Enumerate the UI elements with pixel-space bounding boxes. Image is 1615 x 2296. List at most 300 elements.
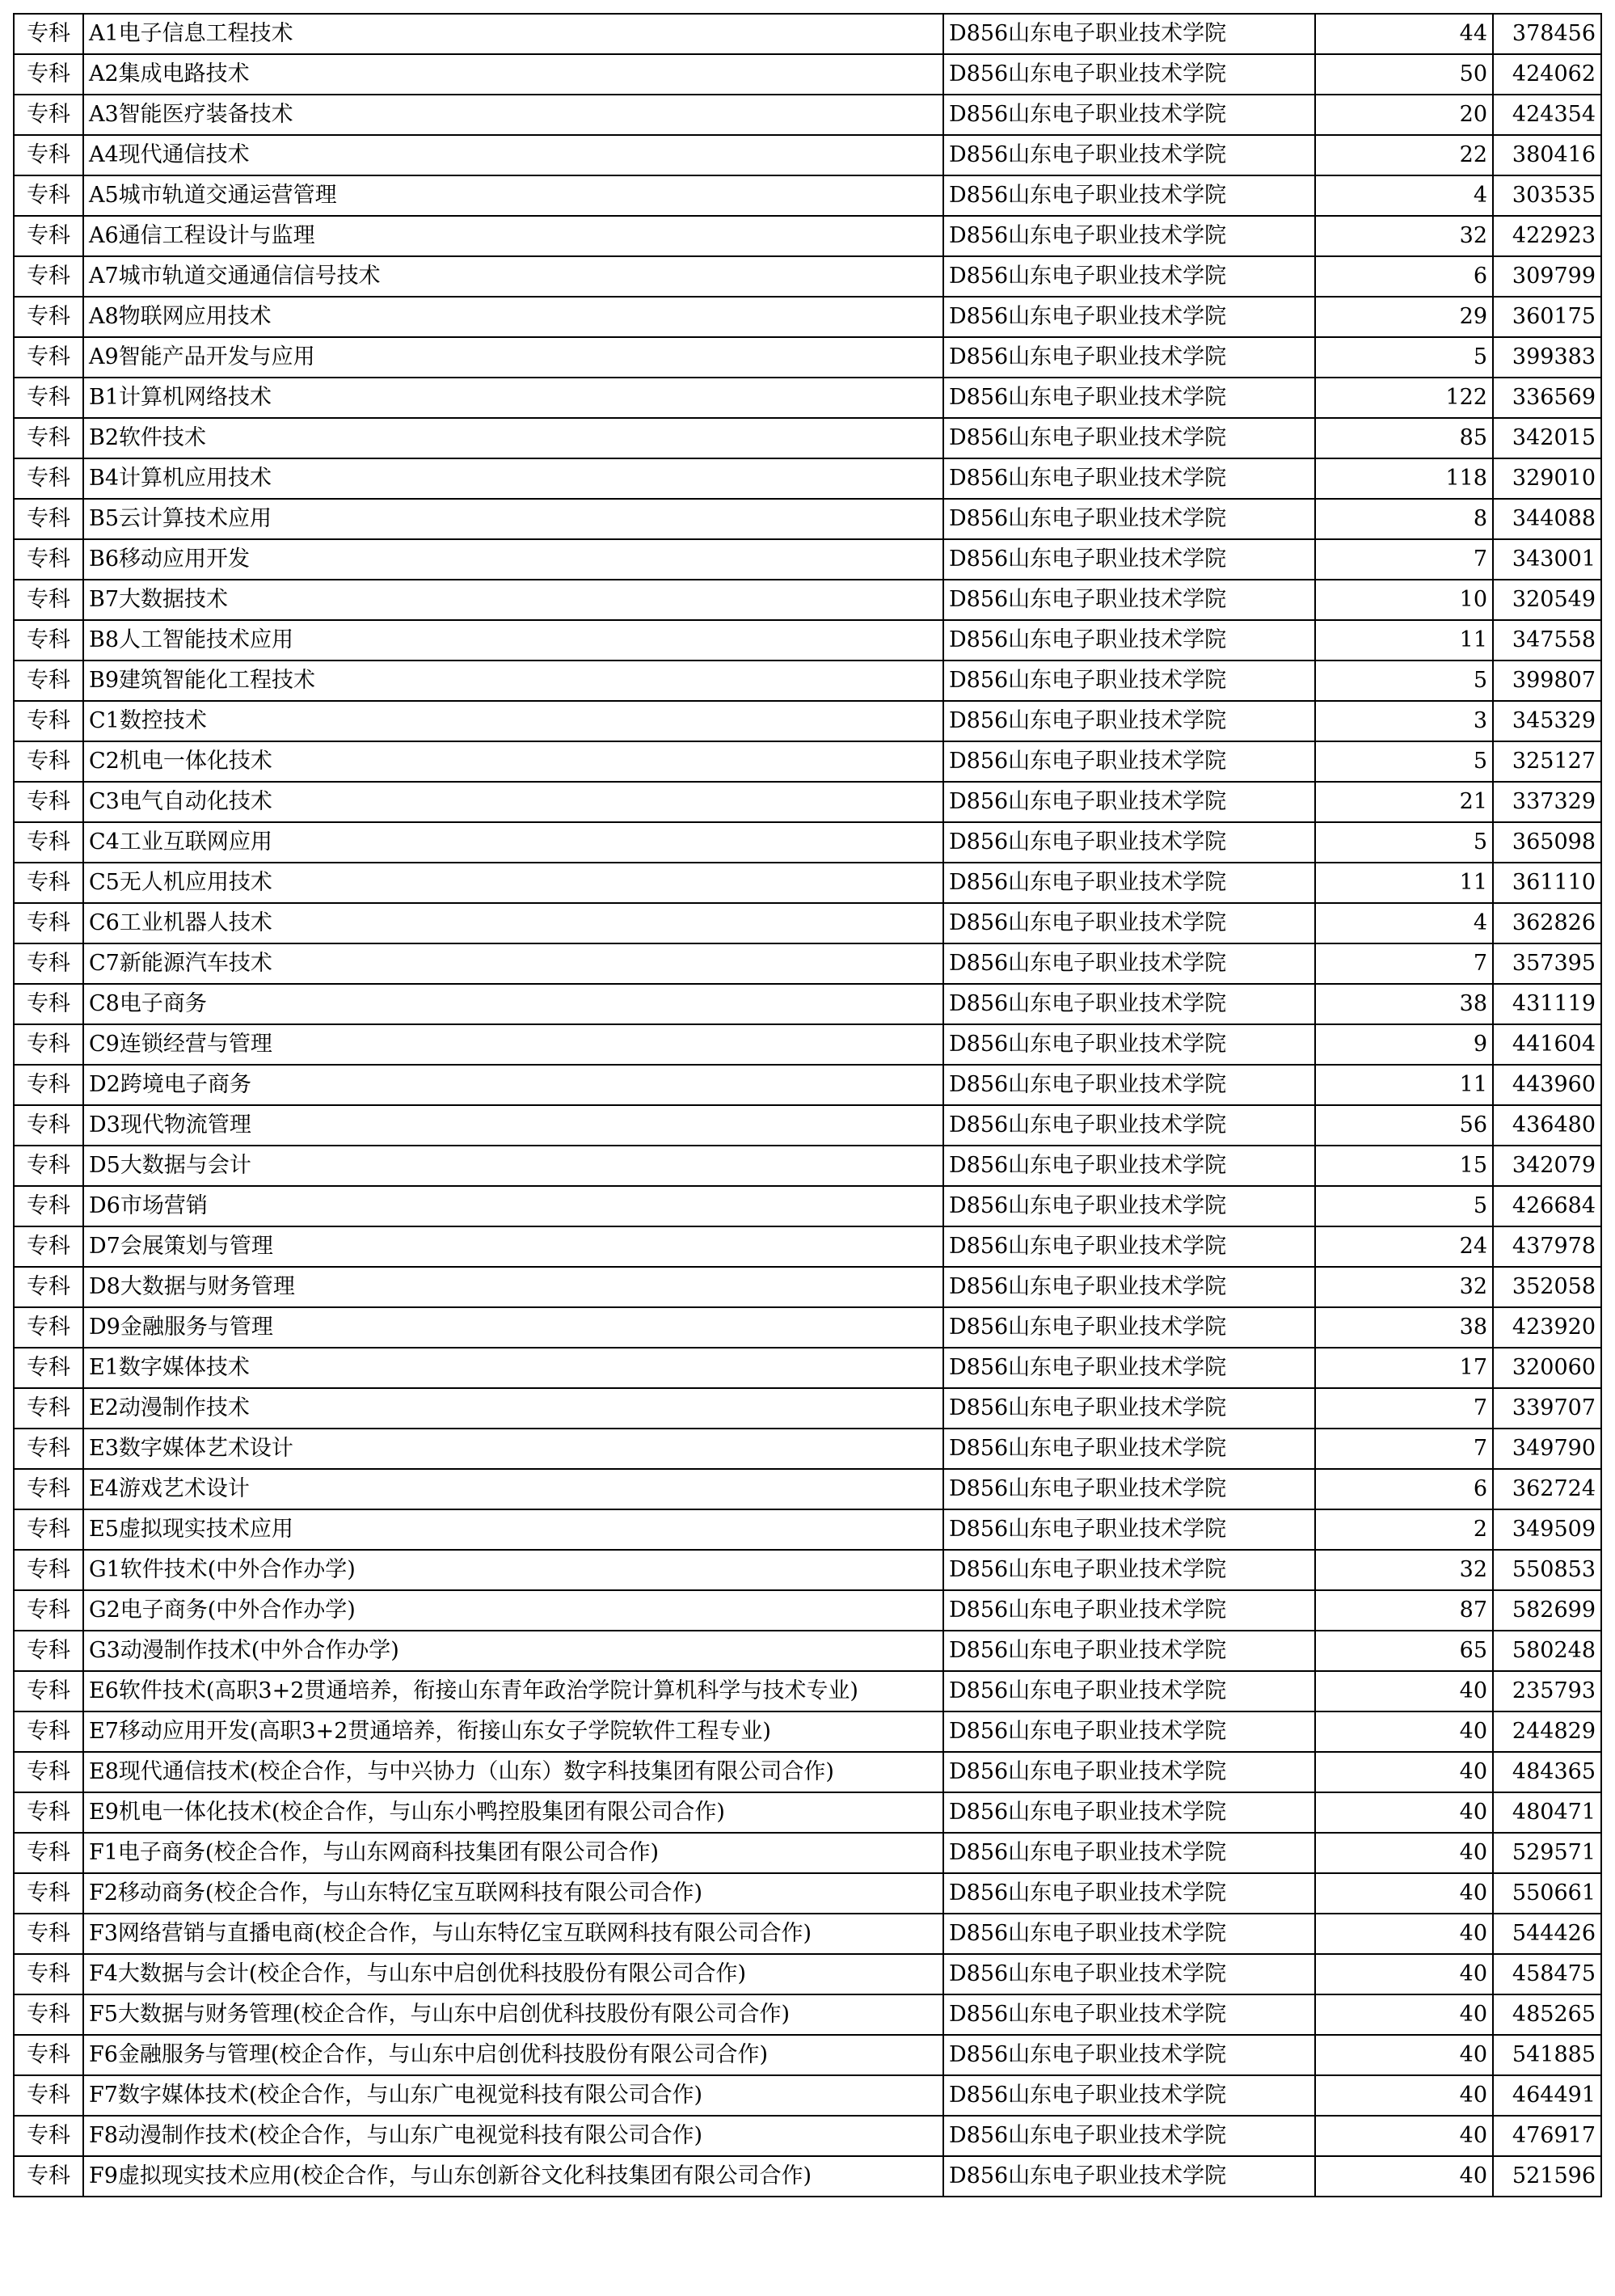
table-row: [14, 2035, 1601, 2075]
cell-school: D856山东电子职业技术学院: [943, 741, 1315, 782]
table-row: [14, 822, 1601, 863]
cell-level: 专科: [14, 1792, 83, 1833]
cell-quota: 40: [1315, 1792, 1493, 1833]
cell-level: 专科: [14, 741, 83, 782]
cell-rank: 343001: [1493, 539, 1601, 580]
cell-school: D856山东电子职业技术学院: [943, 701, 1315, 741]
cell-major: B6移动应用开发: [83, 539, 943, 580]
cell-rank: 329010: [1493, 458, 1601, 499]
cell-level: 专科: [14, 1590, 83, 1631]
cell-major: D7会展策划与管理: [83, 1226, 943, 1267]
cell-major: A2集成电路技术: [83, 54, 943, 95]
cell-major: F3网络营销与直播电商(校企合作，与山东特亿宝互联网科技有限公司合作): [83, 1914, 943, 1954]
cell-major: A7城市轨道交通通信信号技术: [83, 256, 943, 297]
cell-school: D856山东电子职业技术学院: [943, 378, 1315, 418]
cell-level: 专科: [14, 337, 83, 378]
cell-school: D856山东电子职业技术学院: [943, 135, 1315, 175]
cell-rank: 541885: [1493, 2035, 1601, 2075]
cell-school: D856山东电子职业技术学院: [943, 1873, 1315, 1914]
cell-level: 专科: [14, 539, 83, 580]
cell-rank: 582699: [1493, 1590, 1601, 1631]
cell-rank: 352058: [1493, 1267, 1601, 1307]
cell-major: C3电气自动化技术: [83, 782, 943, 822]
cell-school: D856山东电子职业技术学院: [943, 1267, 1315, 1307]
cell-quota: 32: [1315, 1267, 1493, 1307]
cell-level: 专科: [14, 620, 83, 661]
cell-quota: 24: [1315, 1226, 1493, 1267]
cell-major: F7数字媒体技术(校企合作，与山东广电视觉科技有限公司合作): [83, 2075, 943, 2116]
cell-level: 专科: [14, 1994, 83, 2035]
cell-school: D856山东电子职业技术学院: [943, 943, 1315, 984]
cell-rank: 399807: [1493, 661, 1601, 701]
cell-quota: 40: [1315, 1671, 1493, 1711]
cell-quota: 40: [1315, 1833, 1493, 1873]
table-row: [14, 458, 1601, 499]
cell-major: B7大数据技术: [83, 580, 943, 620]
cell-level: 专科: [14, 458, 83, 499]
cell-major: E1数字媒体技术: [83, 1348, 943, 1388]
cell-rank: 458475: [1493, 1954, 1601, 1994]
cell-rank: 529571: [1493, 1833, 1601, 1873]
cell-school: D856山东电子职业技术学院: [943, 1590, 1315, 1631]
cell-rank: 342015: [1493, 418, 1601, 458]
cell-quota: 40: [1315, 1752, 1493, 1792]
cell-level: 专科: [14, 1226, 83, 1267]
cell-major: A8物联网应用技术: [83, 297, 943, 337]
table-row: [14, 2075, 1601, 2116]
cell-major: E4游戏艺术设计: [83, 1469, 943, 1509]
cell-major: C4工业互联网应用: [83, 822, 943, 863]
cell-rank: 325127: [1493, 741, 1601, 782]
cell-quota: 38: [1315, 984, 1493, 1024]
cell-school: D856山东电子职业技术学院: [943, 418, 1315, 458]
cell-level: 专科: [14, 1469, 83, 1509]
cell-school: D856山东电子职业技术学院: [943, 620, 1315, 661]
cell-quota: 17: [1315, 1348, 1493, 1388]
table-row: [14, 1833, 1601, 1873]
cell-level: 专科: [14, 903, 83, 943]
cell-rank: 436480: [1493, 1105, 1601, 1146]
cell-rank: 480471: [1493, 1792, 1601, 1833]
cell-level: 专科: [14, 1146, 83, 1186]
cell-major: F6金融服务与管理(校企合作，与山东中启创优科技股份有限公司合作): [83, 2035, 943, 2075]
cell-level: 专科: [14, 95, 83, 135]
cell-quota: 40: [1315, 1711, 1493, 1752]
table-row: [14, 1914, 1601, 1954]
cell-level: 专科: [14, 175, 83, 216]
cell-quota: 40: [1315, 2035, 1493, 2075]
cell-quota: 9: [1315, 1024, 1493, 1065]
cell-major: G2电子商务(中外合作办学): [83, 1590, 943, 1631]
table-row: [14, 580, 1601, 620]
table-row: [14, 1065, 1601, 1105]
cell-rank: 423920: [1493, 1307, 1601, 1348]
cell-level: 专科: [14, 2035, 83, 2075]
cell-major: D9金融服务与管理: [83, 1307, 943, 1348]
table-row: [14, 337, 1601, 378]
cell-rank: 443960: [1493, 1065, 1601, 1105]
cell-quota: 4: [1315, 903, 1493, 943]
cell-school: D856山东电子职业技术学院: [943, 2075, 1315, 2116]
cell-school: D856山东电子职业技术学院: [943, 1226, 1315, 1267]
cell-major: A5城市轨道交通运营管理: [83, 175, 943, 216]
cell-school: D856山东电子职业技术学院: [943, 1914, 1315, 1954]
cell-level: 专科: [14, 1388, 83, 1429]
cell-level: 专科: [14, 1873, 83, 1914]
cell-quota: 11: [1315, 620, 1493, 661]
cell-school: D856山东电子职业技术学院: [943, 1833, 1315, 1873]
cell-major: A9智能产品开发与应用: [83, 337, 943, 378]
cell-rank: 380416: [1493, 135, 1601, 175]
cell-level: 专科: [14, 1550, 83, 1590]
cell-level: 专科: [14, 256, 83, 297]
table-row: [14, 1186, 1601, 1226]
admission-table: [13, 13, 1602, 2197]
table-row: [14, 1752, 1601, 1792]
cell-rank: 349790: [1493, 1429, 1601, 1469]
table-row: [14, 175, 1601, 216]
cell-major: G1软件技术(中外合作办学): [83, 1550, 943, 1590]
cell-rank: 342079: [1493, 1146, 1601, 1186]
cell-school: D856山东电子职业技术学院: [943, 580, 1315, 620]
cell-rank: 336569: [1493, 378, 1601, 418]
table-row: [14, 863, 1601, 903]
cell-rank: 422923: [1493, 216, 1601, 256]
cell-quota: 7: [1315, 539, 1493, 580]
table-row: [14, 1429, 1601, 1469]
cell-school: D856山东电子职业技术学院: [943, 1509, 1315, 1550]
cell-rank: 347558: [1493, 620, 1601, 661]
table-row: [14, 1267, 1601, 1307]
cell-rank: 244829: [1493, 1711, 1601, 1752]
cell-major: F8动漫制作技术(校企合作，与山东广电视觉科技有限公司合作): [83, 2116, 943, 2156]
table-row: [14, 741, 1601, 782]
cell-rank: 362724: [1493, 1469, 1601, 1509]
cell-school: D856山东电子职业技术学院: [943, 256, 1315, 297]
cell-quota: 40: [1315, 2075, 1493, 2116]
cell-quota: 32: [1315, 1550, 1493, 1590]
cell-major: A3智能医疗装备技术: [83, 95, 943, 135]
cell-quota: 15: [1315, 1146, 1493, 1186]
cell-school: D856山东电子职业技术学院: [943, 1671, 1315, 1711]
cell-rank: 365098: [1493, 822, 1601, 863]
cell-quota: 5: [1315, 661, 1493, 701]
table-row: [14, 378, 1601, 418]
cell-major: F1电子商务(校企合作，与山东网商科技集团有限公司合作): [83, 1833, 943, 1873]
cell-major: F2移动商务(校企合作，与山东特亿宝互联网科技有限公司合作): [83, 1873, 943, 1914]
cell-quota: 3: [1315, 701, 1493, 741]
cell-rank: 550661: [1493, 1873, 1601, 1914]
cell-school: D856山东电子职业技术学院: [943, 95, 1315, 135]
cell-quota: 40: [1315, 2116, 1493, 2156]
cell-rank: 424354: [1493, 95, 1601, 135]
cell-quota: 5: [1315, 741, 1493, 782]
cell-rank: 544426: [1493, 1914, 1601, 1954]
cell-school: D856山东电子职业技术学院: [943, 1469, 1315, 1509]
table-row: [14, 1550, 1601, 1590]
cell-rank: 437978: [1493, 1226, 1601, 1267]
cell-level: 专科: [14, 54, 83, 95]
cell-school: D856山东电子职业技术学院: [943, 822, 1315, 863]
cell-quota: 6: [1315, 1469, 1493, 1509]
cell-rank: 339707: [1493, 1388, 1601, 1429]
table-row: [14, 984, 1601, 1024]
cell-rank: 476917: [1493, 2116, 1601, 2156]
table-row: [14, 2116, 1601, 2156]
cell-level: 专科: [14, 1711, 83, 1752]
cell-rank: 424062: [1493, 54, 1601, 95]
cell-quota: 40: [1315, 2156, 1493, 2197]
cell-rank: 320549: [1493, 580, 1601, 620]
cell-major: C8电子商务: [83, 984, 943, 1024]
cell-school: D856山东电子职业技术学院: [943, 1146, 1315, 1186]
cell-level: 专科: [14, 1954, 83, 1994]
cell-rank: 431119: [1493, 984, 1601, 1024]
table-row: [14, 1348, 1601, 1388]
cell-level: 专科: [14, 580, 83, 620]
cell-school: D856山东电子职业技术学院: [943, 1752, 1315, 1792]
cell-quota: 10: [1315, 580, 1493, 620]
table-row: [14, 297, 1601, 337]
cell-level: 专科: [14, 2116, 83, 2156]
cell-quota: 40: [1315, 1954, 1493, 1994]
cell-major: F9虚拟现实技术应用(校企合作，与山东创新谷文化科技集团有限公司合作): [83, 2156, 943, 2197]
cell-major: G3动漫制作技术(中外合作办学): [83, 1631, 943, 1671]
cell-level: 专科: [14, 1307, 83, 1348]
cell-school: D856山东电子职业技术学院: [943, 337, 1315, 378]
table-row: [14, 499, 1601, 539]
cell-level: 专科: [14, 1105, 83, 1146]
cell-school: D856山东电子职业技术学院: [943, 175, 1315, 216]
cell-rank: 399383: [1493, 337, 1601, 378]
cell-major: C1数控技术: [83, 701, 943, 741]
cell-major: E7移动应用开发(高职3+2贯通培养，衔接山东女子学院软件工程专业): [83, 1711, 943, 1752]
cell-level: 专科: [14, 943, 83, 984]
cell-quota: 7: [1315, 943, 1493, 984]
cell-rank: 441604: [1493, 1024, 1601, 1065]
cell-quota: 11: [1315, 863, 1493, 903]
cell-level: 专科: [14, 1509, 83, 1550]
table-row: [14, 256, 1601, 297]
cell-quota: 22: [1315, 135, 1493, 175]
table-row: [14, 661, 1601, 701]
cell-level: 专科: [14, 378, 83, 418]
cell-level: 专科: [14, 499, 83, 539]
cell-level: 专科: [14, 216, 83, 256]
cell-rank: 550853: [1493, 1550, 1601, 1590]
table-row: [14, 216, 1601, 256]
cell-school: D856山东电子职业技术学院: [943, 984, 1315, 1024]
cell-school: D856山东电子职业技术学院: [943, 1429, 1315, 1469]
cell-level: 专科: [14, 1914, 83, 1954]
cell-school: D856山东电子职业技术学院: [943, 499, 1315, 539]
cell-school: D856山东电子职业技术学院: [943, 1388, 1315, 1429]
cell-school: D856山东电子职业技术学院: [943, 458, 1315, 499]
table-row: [14, 135, 1601, 175]
cell-quota: 6: [1315, 256, 1493, 297]
cell-quota: 8: [1315, 499, 1493, 539]
table-row: [14, 1307, 1601, 1348]
cell-rank: 484365: [1493, 1752, 1601, 1792]
cell-quota: 11: [1315, 1065, 1493, 1105]
cell-quota: 4: [1315, 175, 1493, 216]
cell-quota: 38: [1315, 1307, 1493, 1348]
table-row: [14, 539, 1601, 580]
cell-school: D856山东电子职业技术学院: [943, 1994, 1315, 2035]
cell-school: D856山东电子职业技术学院: [943, 297, 1315, 337]
cell-school: D856山东电子职业技术学院: [943, 539, 1315, 580]
table-row: [14, 1994, 1601, 2035]
cell-school: D856山东电子职业技术学院: [943, 1065, 1315, 1105]
cell-school: D856山东电子职业技术学院: [943, 1348, 1315, 1388]
table-row: [14, 782, 1601, 822]
table-row: [14, 1388, 1601, 1429]
cell-level: 专科: [14, 782, 83, 822]
cell-rank: 485265: [1493, 1994, 1601, 2035]
cell-major: A6通信工程设计与监理: [83, 216, 943, 256]
cell-school: D856山东电子职业技术学院: [943, 216, 1315, 256]
cell-level: 专科: [14, 418, 83, 458]
cell-quota: 50: [1315, 54, 1493, 95]
table-row: [14, 95, 1601, 135]
table-row: [14, 1590, 1601, 1631]
cell-level: 专科: [14, 701, 83, 741]
cell-level: 专科: [14, 1752, 83, 1792]
cell-level: 专科: [14, 1186, 83, 1226]
cell-level: 专科: [14, 822, 83, 863]
cell-level: 专科: [14, 1024, 83, 1065]
cell-major: B5云计算技术应用: [83, 499, 943, 539]
table-row: [14, 620, 1601, 661]
cell-major: E5虚拟现实技术应用: [83, 1509, 943, 1550]
cell-school: D856山东电子职业技术学院: [943, 14, 1315, 54]
cell-rank: 349509: [1493, 1509, 1601, 1550]
table-row: [14, 1671, 1601, 1711]
cell-school: D856山东电子职业技术学院: [943, 782, 1315, 822]
cell-major: E8现代通信技术(校企合作，与中兴协力（山东）数字科技集团有限公司合作): [83, 1752, 943, 1792]
cell-quota: 87: [1315, 1590, 1493, 1631]
cell-school: D856山东电子职业技术学院: [943, 1631, 1315, 1671]
cell-school: D856山东电子职业技术学院: [943, 1307, 1315, 1348]
table-row: [14, 1509, 1601, 1550]
cell-major: C6工业机器人技术: [83, 903, 943, 943]
cell-school: D856山东电子职业技术学院: [943, 1105, 1315, 1146]
cell-school: D856山东电子职业技术学院: [943, 661, 1315, 701]
cell-quota: 65: [1315, 1631, 1493, 1671]
cell-rank: 378456: [1493, 14, 1601, 54]
cell-major: A1电子信息工程技术: [83, 14, 943, 54]
cell-quota: 118: [1315, 458, 1493, 499]
table-row: [14, 1792, 1601, 1833]
cell-quota: 56: [1315, 1105, 1493, 1146]
cell-rank: 362826: [1493, 903, 1601, 943]
cell-major: D2跨境电子商务: [83, 1065, 943, 1105]
table-row: [14, 903, 1601, 943]
cell-major: C7新能源汽车技术: [83, 943, 943, 984]
cell-major: E9机电一体化技术(校企合作，与山东小鸭控股集团有限公司合作): [83, 1792, 943, 1833]
cell-major: B2软件技术: [83, 418, 943, 458]
cell-rank: 303535: [1493, 175, 1601, 216]
cell-quota: 20: [1315, 95, 1493, 135]
cell-school: D856山东电子职业技术学院: [943, 2116, 1315, 2156]
table-row: [14, 14, 1601, 54]
cell-quota: 2: [1315, 1509, 1493, 1550]
cell-rank: 235793: [1493, 1671, 1601, 1711]
cell-school: D856山东电子职业技术学院: [943, 863, 1315, 903]
cell-major: B9建筑智能化工程技术: [83, 661, 943, 701]
cell-rank: 309799: [1493, 256, 1601, 297]
cell-level: 专科: [14, 1065, 83, 1105]
cell-level: 专科: [14, 2156, 83, 2197]
table-row: [14, 1873, 1601, 1914]
cell-major: D5大数据与会计: [83, 1146, 943, 1186]
cell-school: D856山东电子职业技术学院: [943, 2156, 1315, 2197]
cell-level: 专科: [14, 1348, 83, 1388]
cell-quota: 122: [1315, 378, 1493, 418]
cell-rank: 344088: [1493, 499, 1601, 539]
cell-major: C9连锁经营与管理: [83, 1024, 943, 1065]
cell-level: 专科: [14, 1671, 83, 1711]
cell-school: D856山东电子职业技术学院: [943, 1550, 1315, 1590]
cell-quota: 7: [1315, 1388, 1493, 1429]
cell-major: F4大数据与会计(校企合作，与山东中启创优科技股份有限公司合作): [83, 1954, 943, 1994]
cell-level: 专科: [14, 661, 83, 701]
table-row: [14, 1631, 1601, 1671]
cell-major: E2动漫制作技术: [83, 1388, 943, 1429]
cell-major: D3现代物流管理: [83, 1105, 943, 1146]
cell-major: D8大数据与财务管理: [83, 1267, 943, 1307]
cell-quota: 40: [1315, 1914, 1493, 1954]
table-row: [14, 54, 1601, 95]
cell-quota: 40: [1315, 1873, 1493, 1914]
cell-major: D6市场营销: [83, 1186, 943, 1226]
cell-level: 专科: [14, 135, 83, 175]
cell-quota: 40: [1315, 1994, 1493, 2035]
cell-school: D856山东电子职业技术学院: [943, 1024, 1315, 1065]
cell-quota: 44: [1315, 14, 1493, 54]
table-row: [14, 1711, 1601, 1752]
cell-major: F5大数据与财务管理(校企合作，与山东中启创优科技股份有限公司合作): [83, 1994, 943, 2035]
cell-quota: 32: [1315, 216, 1493, 256]
cell-level: 专科: [14, 1833, 83, 1873]
cell-quota: 5: [1315, 1186, 1493, 1226]
cell-quota: 5: [1315, 822, 1493, 863]
cell-rank: 345329: [1493, 701, 1601, 741]
table-row: [14, 701, 1601, 741]
cell-level: 专科: [14, 297, 83, 337]
table-row: [14, 1024, 1601, 1065]
table-row: [14, 1146, 1601, 1186]
cell-major: A4现代通信技术: [83, 135, 943, 175]
cell-major: B8人工智能技术应用: [83, 620, 943, 661]
cell-rank: 337329: [1493, 782, 1601, 822]
cell-rank: 320060: [1493, 1348, 1601, 1388]
table-row: [14, 1469, 1601, 1509]
cell-school: D856山东电子职业技术学院: [943, 54, 1315, 95]
cell-major: C5无人机应用技术: [83, 863, 943, 903]
cell-rank: 361110: [1493, 863, 1601, 903]
cell-rank: 521596: [1493, 2156, 1601, 2197]
cell-level: 专科: [14, 1631, 83, 1671]
cell-level: 专科: [14, 14, 83, 54]
cell-major: E6软件技术(高职3+2贯通培养，衔接山东青年政治学院计算机科学与技术专业): [83, 1671, 943, 1711]
cell-level: 专科: [14, 2075, 83, 2116]
cell-rank: 580248: [1493, 1631, 1601, 1671]
cell-school: D856山东电子职业技术学院: [943, 903, 1315, 943]
cell-level: 专科: [14, 1429, 83, 1469]
cell-rank: 357395: [1493, 943, 1601, 984]
cell-school: D856山东电子职业技术学院: [943, 1186, 1315, 1226]
